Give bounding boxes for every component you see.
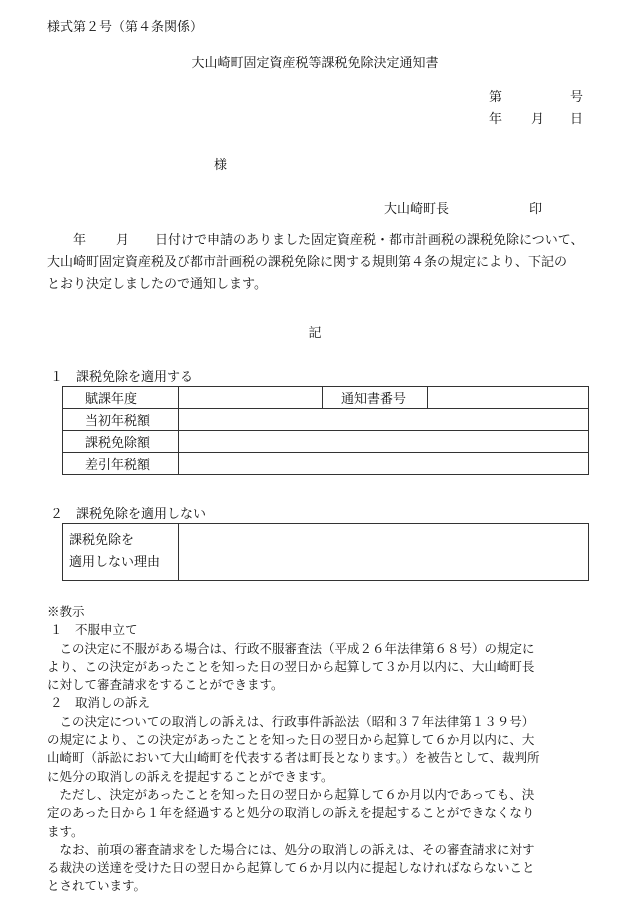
item2-line: ます。 — [47, 823, 84, 839]
reason-value — [179, 524, 589, 581]
body-line-3: とおり決定しましたので通知します。 — [47, 277, 267, 292]
item2-line: 山崎町（訴訟において大山崎町を代表する者は町長となります。）を被告として、裁判所 — [47, 750, 540, 766]
date-month: 月 — [531, 112, 545, 127]
item2-line: なお、前項の審査請求をした場合には、処分の取消しの訴えは、その審査請求に対す — [59, 841, 535, 857]
fiscal-year-value — [179, 387, 323, 409]
item1-heading: １ 不服申立て — [50, 622, 138, 638]
item1-line: に対して審査請求をすることができます。 — [47, 677, 284, 693]
non-exemption-table — [62, 523, 589, 581]
ki-heading: 記 — [308, 326, 322, 341]
section1-heading: １ 課税免除を適用する — [50, 370, 194, 385]
item2-line: 定のあった日から１年を経過すると処分の取消しの訴えを提起することができなくなり — [47, 805, 535, 821]
form-number: 様式第２号（第４条関係） — [47, 20, 204, 35]
table-row — [63, 453, 589, 475]
item2-line: この決定についての取消しの訴えは、行政事件訴訟法（昭和３７年法律第１３９号） — [59, 713, 535, 729]
item1-line: より、この決定があったことを知った日の翌日から起算して３か月以内に、大山崎町長 — [47, 658, 535, 674]
table-row — [63, 409, 589, 431]
doc-number-suffix: 号 — [570, 90, 584, 105]
section2-heading: ２ 課税免除を適用しない — [50, 507, 207, 522]
initial-tax-value — [179, 409, 589, 431]
table-row — [63, 431, 589, 453]
issuer-name: 大山崎町長 — [384, 202, 450, 217]
reason-label: 課税免除を 適用しない理由 — [63, 524, 179, 581]
body-line-2: 大山崎町固定資産税及び都市計画税の課税免除に関する規則第４条の規定により、下記の — [47, 255, 568, 270]
net-tax-label: 差引年税額 — [63, 453, 179, 475]
exemption-table — [62, 386, 589, 475]
body-paragraph — [47, 230, 585, 296]
item2-line: に処分の取消しの訴えを提起することができます。 — [47, 768, 334, 784]
notice-number-value — [428, 387, 589, 409]
seal-mark: 印 — [529, 202, 543, 217]
exemption-amount-value — [179, 431, 589, 453]
item2-line: とされています。 — [47, 878, 147, 894]
exemption-amount-label: 課税免除額 — [63, 431, 179, 453]
fiscal-year-label: 賦課年度 — [63, 387, 179, 409]
item2-heading: ２ 取消しの訴え — [50, 695, 151, 711]
table-row — [63, 524, 589, 581]
body-line-1: 年 月 日付けで申請のありました固定資産税・都市計画税の課税免除について、 — [73, 233, 584, 248]
doc-number-prefix: 第 — [489, 90, 503, 105]
table-row — [63, 387, 589, 409]
addressee-suffix: 様 — [214, 158, 228, 173]
instruction-heading: ※教示 — [47, 604, 85, 619]
date-year: 年 — [489, 112, 503, 127]
item2-line: の規定により、この決定があったことを知った日の翌日から起算して６か月以内に、大 — [47, 732, 535, 748]
document-title: 大山崎町固定資産税等課税免除決定通知書 — [191, 56, 439, 71]
date-day: 日 — [570, 112, 584, 127]
initial-tax-label: 当初年税額 — [63, 409, 179, 431]
notice-number-label: 通知書番号 — [323, 387, 428, 409]
item2-line: る裁決の送達を受けた日の翌日から起算して６か月以内に提起しなければならないこと — [47, 860, 535, 876]
item1-line: この決定に不服がある場合は、行政不服審査法（平成２６年法律第６８号）の規定に — [59, 640, 535, 656]
item2-line: ただし、決定があったことを知った日の翌日から起算して６か月以内であっても、決 — [59, 786, 535, 802]
net-tax-value — [179, 453, 589, 475]
instruction-section — [47, 603, 585, 896]
